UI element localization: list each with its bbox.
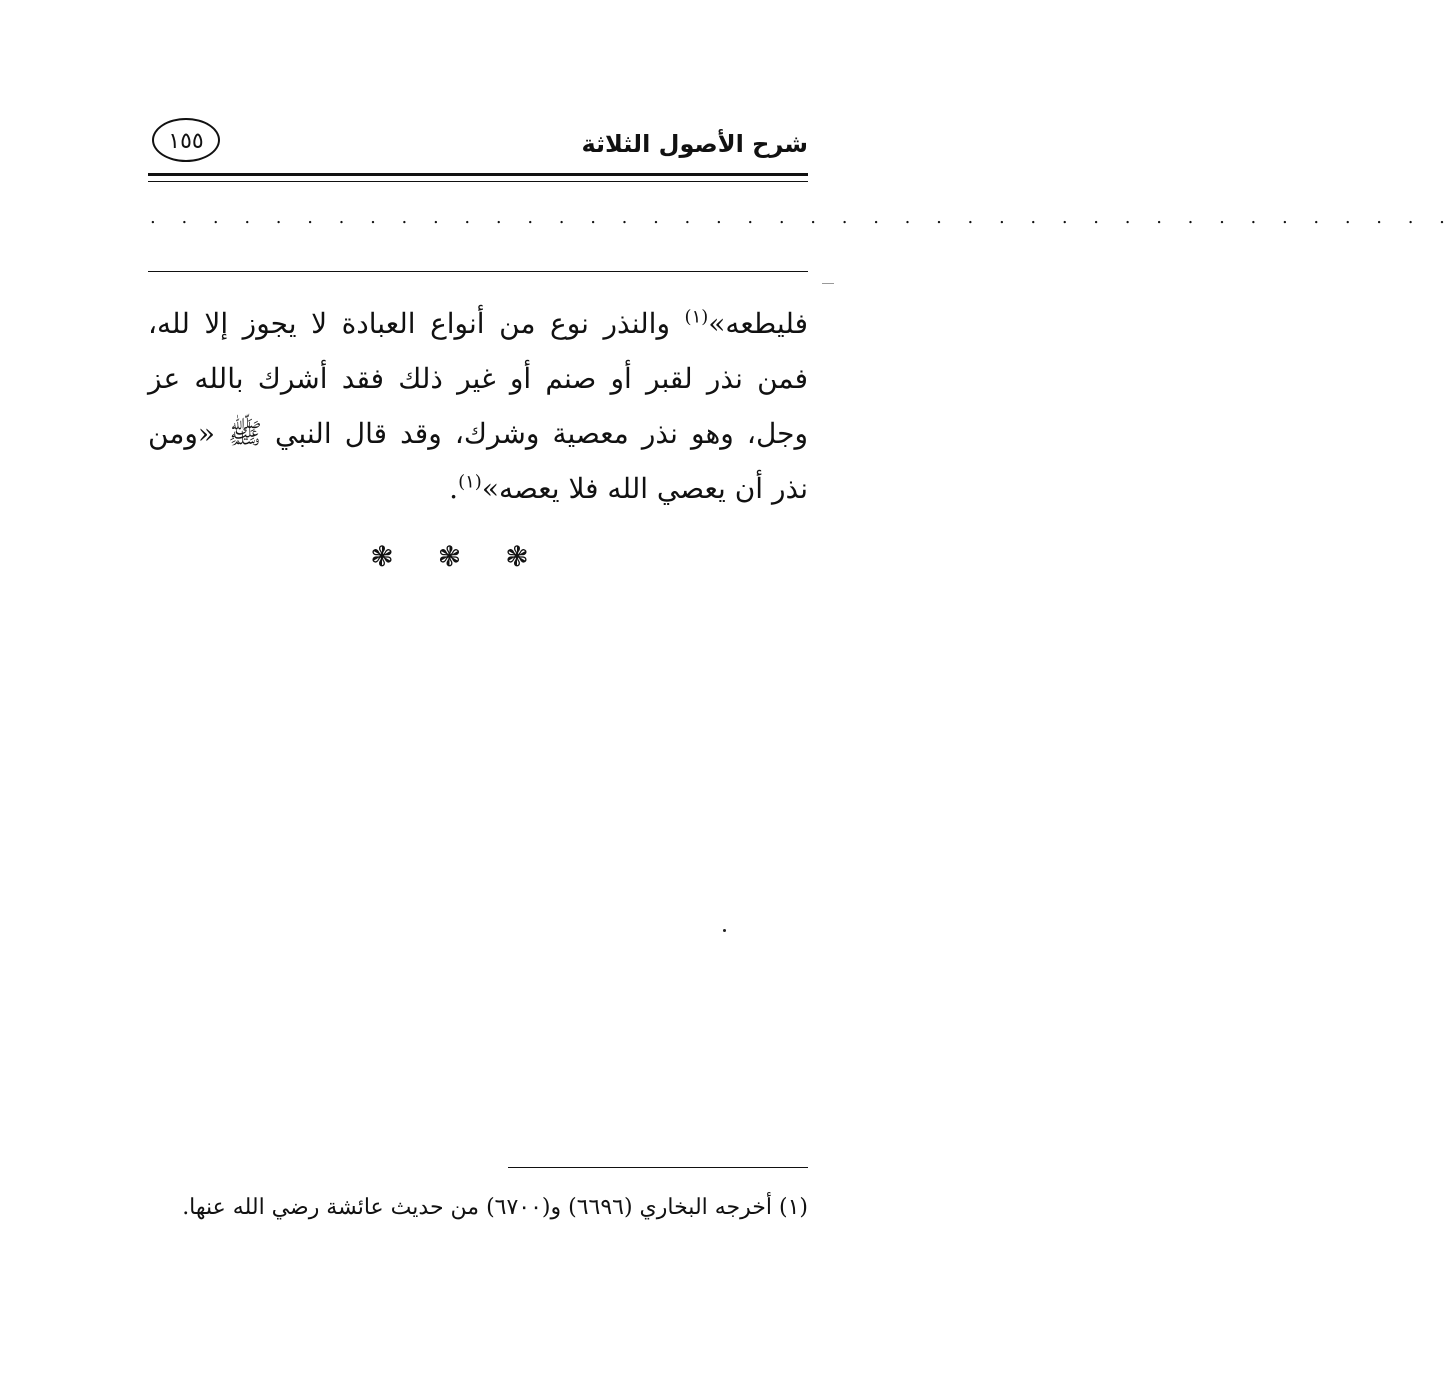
body-segment-2: والنذر نوع من أنواع العبادة لا يجوز إلا لله، فمن نذر لقبر أو صنم أو غير ذلك فقد أشرك بالله عز وجل، وهو نذر معصية وشرك، وقد قال النبي ﷺ «ومن نذر أن يعصي الله فلا يعصه»: [148, 307, 808, 505]
footnote-reference: (١): [458, 471, 482, 493]
header-double-rule: [148, 173, 808, 182]
dotted-divider: . . . . . . . . . . . . . . . . . . . . . . . . . . . . . . . . . . . . . . . . . .: [150, 207, 1455, 228]
section-separator-asterisks: ❃❃❃: [370, 540, 573, 573]
body-paragraph: [148, 296, 808, 516]
page-header: [148, 118, 808, 178]
footnote: (١) أخرجه البخاري (٦٦٩٦) و(٦٧٠٠) من حديث عائشة رضي الله عنها.: [182, 1195, 808, 1220]
footnote-rule: [508, 1167, 808, 1168]
footnote-reference: (١): [684, 306, 709, 328]
scan-speck: [723, 929, 726, 932]
body-segment-1: فليطعه»: [708, 307, 808, 340]
section-rule: [148, 271, 808, 272]
scan-mark: [822, 283, 834, 284]
body-segment-3: .: [449, 472, 459, 505]
page-number: ١٥٥: [152, 118, 220, 162]
running-title: شرح الأصول الثلاثة: [581, 130, 808, 158]
